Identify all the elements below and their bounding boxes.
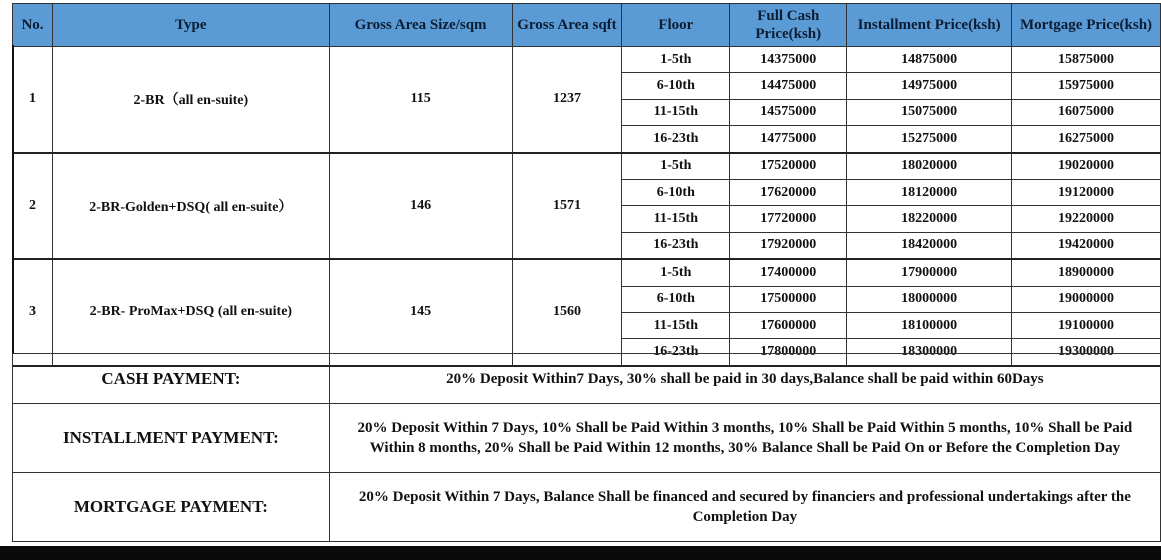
bottom-black-bar <box>0 546 1161 560</box>
cash-payment-text: 20% Deposit Within7 Days, 30% shall be paid in 30 days,Balance shall be paid within 60Days <box>329 354 1160 404</box>
header-row <box>13 4 1161 47</box>
cash-price: 17600000 <box>730 312 847 338</box>
floor-range: 6-10th <box>622 73 730 99</box>
cash-price: 14575000 <box>730 99 847 125</box>
cash-price: 17720000 <box>730 206 847 232</box>
floor-range: 16-23th <box>622 339 730 366</box>
price-row <box>13 47 1161 73</box>
cash-price: 14775000 <box>730 126 847 153</box>
mortgage-price: 19100000 <box>1012 312 1161 338</box>
mortgage-price: 18900000 <box>1012 259 1161 286</box>
cash-price: 17400000 <box>730 259 847 286</box>
header-gross-sqm: Gross Area Size/sqm <box>329 4 512 47</box>
mortgage-price: 19120000 <box>1012 179 1161 205</box>
installment-price: 18420000 <box>847 232 1012 259</box>
mortgage-price: 16075000 <box>1012 99 1161 125</box>
unit-type: 2-BR- ProMax+DSQ (all en-suite) <box>52 259 329 366</box>
installment-price: 14975000 <box>847 73 1012 99</box>
unit-gross-sqft: 1237 <box>512 47 622 153</box>
cash-price: 14375000 <box>730 47 847 73</box>
floor-range: 11-15th <box>622 99 730 125</box>
cash-price: 14475000 <box>730 73 847 99</box>
price-row <box>13 259 1161 286</box>
mortgage-price: 15975000 <box>1012 73 1161 99</box>
mortgage-price: 15875000 <box>1012 47 1161 73</box>
cash-price: 17620000 <box>730 179 847 205</box>
unit-gross-sqm: 146 <box>329 153 512 260</box>
unit-number: 3 <box>13 259 53 366</box>
installment-price: 18000000 <box>847 286 1012 312</box>
floor-range: 16-23th <box>622 126 730 153</box>
header-mortgage-price: Mortgage Price(ksh) <box>1012 4 1161 47</box>
unit-gross-sqm: 145 <box>329 259 512 366</box>
floor-range: 11-15th <box>622 206 730 232</box>
header-floor: Floor <box>622 4 730 47</box>
installment-payment-text: 20% Deposit Within 7 Days, 10% Shall be Paid Within 3 months, 10% Shall be Paid Within 5 months, 10% Shall be Paid Within 8 months, 20% Shall be Paid Within 12 months, 30% Balance Shall be Paid On or Before the Completion Day <box>329 404 1160 473</box>
header-gross-sqft: Gross Area sqft <box>512 4 622 47</box>
installment-price: 14875000 <box>847 47 1012 73</box>
table-left-edge <box>12 45 14 353</box>
mortgage-price: 19420000 <box>1012 232 1161 259</box>
price-table <box>12 3 1161 367</box>
installment-price: 17900000 <box>847 259 1012 286</box>
installment-payment-label: INSTALLMENT PAYMENT: <box>13 404 330 473</box>
mortgage-payment-text: 20% Deposit Within 7 Days, Balance Shall be financed and secured by financiers and professional undertakings after the Completion Day <box>329 473 1160 542</box>
unit-type: 2-BR（all en-suite) <box>52 47 329 153</box>
unit-gross-sqm: 115 <box>329 47 512 153</box>
installment-price: 18220000 <box>847 206 1012 232</box>
cash-price: 17520000 <box>730 153 847 180</box>
installment-price: 18120000 <box>847 179 1012 205</box>
floor-range: 6-10th <box>622 286 730 312</box>
mortgage-price: 19000000 <box>1012 286 1161 312</box>
mortgage-payment-label: MORTGAGE PAYMENT: <box>13 473 330 542</box>
installment-price: 18100000 <box>847 312 1012 338</box>
installment-price: 18020000 <box>847 153 1012 180</box>
unit-gross-sqft: 1560 <box>512 259 622 366</box>
floor-range: 1-5th <box>622 153 730 180</box>
header-cash-price: Full Cash Price(ksh) <box>730 4 847 47</box>
cash-price: 17920000 <box>730 232 847 259</box>
installment-price: 15275000 <box>847 126 1012 153</box>
unit-gross-sqft: 1571 <box>512 153 622 260</box>
price-row <box>13 153 1161 180</box>
header-no: No. <box>13 4 53 47</box>
payment-term-row <box>13 404 1161 473</box>
mortgage-price: 19220000 <box>1012 206 1161 232</box>
payment-terms-table <box>12 353 1161 542</box>
cash-price: 17800000 <box>730 339 847 366</box>
floor-range: 16-23th <box>622 232 730 259</box>
installment-price: 18300000 <box>847 339 1012 366</box>
floor-range: 11-15th <box>622 312 730 338</box>
mortgage-price: 19020000 <box>1012 153 1161 180</box>
mortgage-price: 19300000 <box>1012 339 1161 366</box>
unit-number: 1 <box>13 47 53 153</box>
cash-price: 17500000 <box>730 286 847 312</box>
unit-type: 2-BR-Golden+DSQ( all en-suite） <box>52 153 329 260</box>
floor-range: 6-10th <box>622 179 730 205</box>
floor-range: 1-5th <box>622 47 730 73</box>
installment-price: 15075000 <box>847 99 1012 125</box>
header-type: Type <box>52 4 329 47</box>
mortgage-price: 16275000 <box>1012 126 1161 153</box>
payment-term-row <box>13 473 1161 542</box>
floor-range: 1-5th <box>622 259 730 286</box>
payment-term-row <box>13 354 1161 404</box>
cash-payment-label: CASH PAYMENT: <box>13 354 330 404</box>
header-installment-price: Installment Price(ksh) <box>847 4 1012 47</box>
unit-number: 2 <box>13 153 53 260</box>
